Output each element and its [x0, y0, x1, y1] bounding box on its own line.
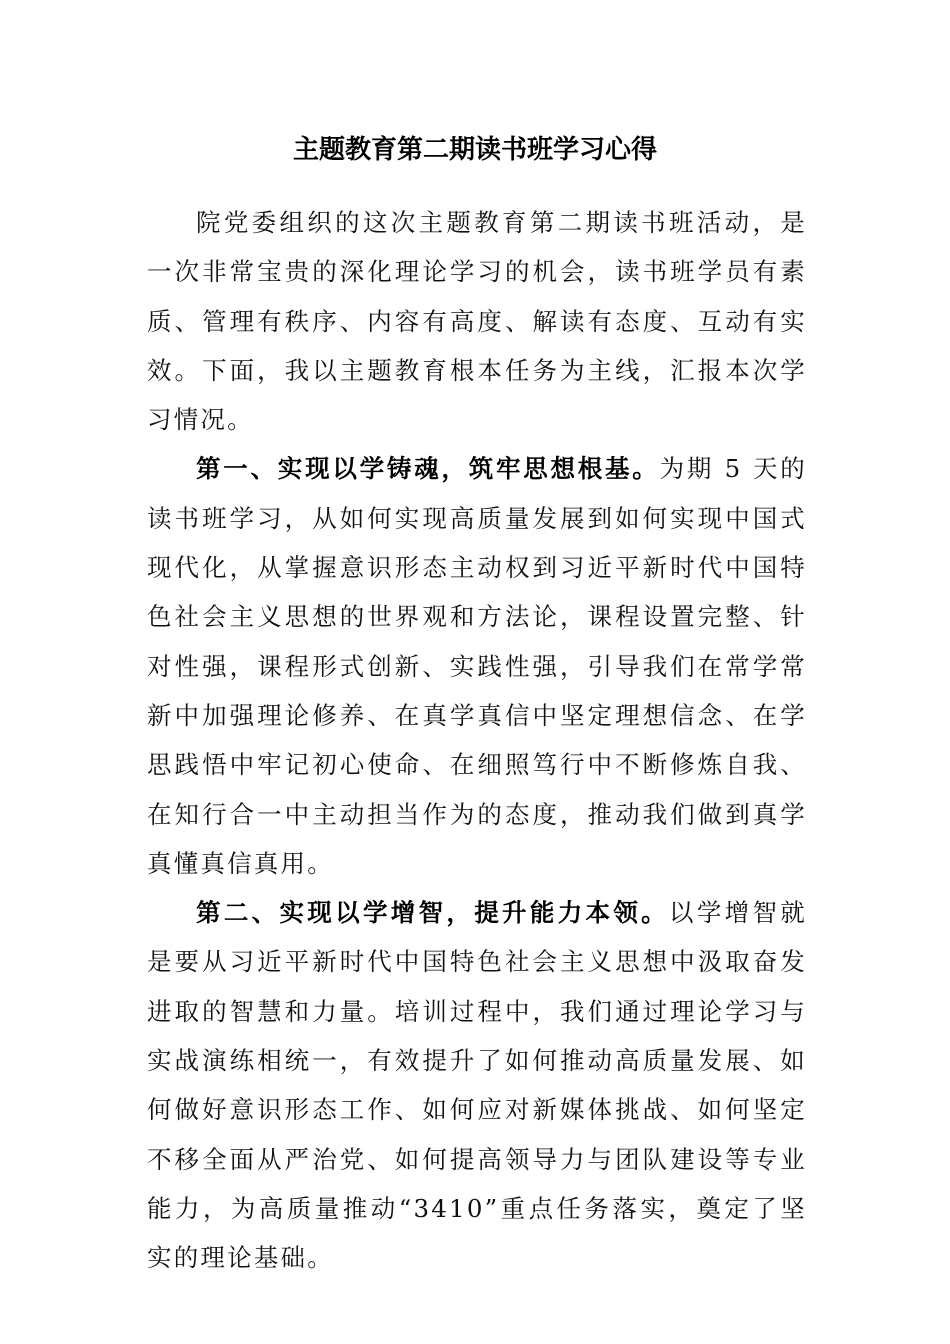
paragraph-first-point: [147, 444, 807, 888]
paragraph-first-point-text: 为期 5 天的读书班学习，从如何实现高质量发展到如何实现中国式现代化，从掌握意识形态主动权到习近平新时代中国特色社会主义思想的世界观和方法论，课程设置完整、针对性强，课程形式创新、实践性强，引导我们在常学常新中加强理论修养、在真学真信中坚定理想信念、在学思践悟中牢记初心使命、在细照笃行中不断修炼自我、在知行合一中主动担当作为的态度，推动我们做到真学真懂真信真用。: [147, 454, 807, 878]
document-body: [147, 198, 807, 1283]
document-title: 主题教育第二期读书班学习心得: [292, 135, 657, 165]
paragraph-second-point-text: 以学增智就是要从习近平新时代中国特色社会主义思想中汲取奋发进取的智慧和力量。培训过程中，我们通过理论学习与实战演练相统一，有效提升了如何推动高质量发展、如何做好意识形态工作、如何应对新媒体挑战、如何坚定不移全面从严治党、如何提高领导力与团队建设等专业能力，为高质量推动“3410”重点任务落实，奠定了坚实的理论基础。: [147, 898, 807, 1273]
paragraph-first-point-heading: 第一、实现以学铸魂，筑牢思想根基。: [196, 454, 660, 484]
paragraph-second-point-heading: 第二、实现以学增智，提升能力本领。: [196, 898, 669, 928]
paragraph-intro: [147, 198, 807, 444]
paragraph-intro-text: 院党委组织的这次主题教育第二期读书班活动，是一次非常宝贵的深化理论学习的机会，读书班学员有素质、管理有秩序、内容有高度、解读有态度、互动有实效。下面，我以主题教育根本任务为主线，汇报本次学习情况。: [147, 208, 807, 435]
paragraph-second-point: [147, 888, 807, 1282]
